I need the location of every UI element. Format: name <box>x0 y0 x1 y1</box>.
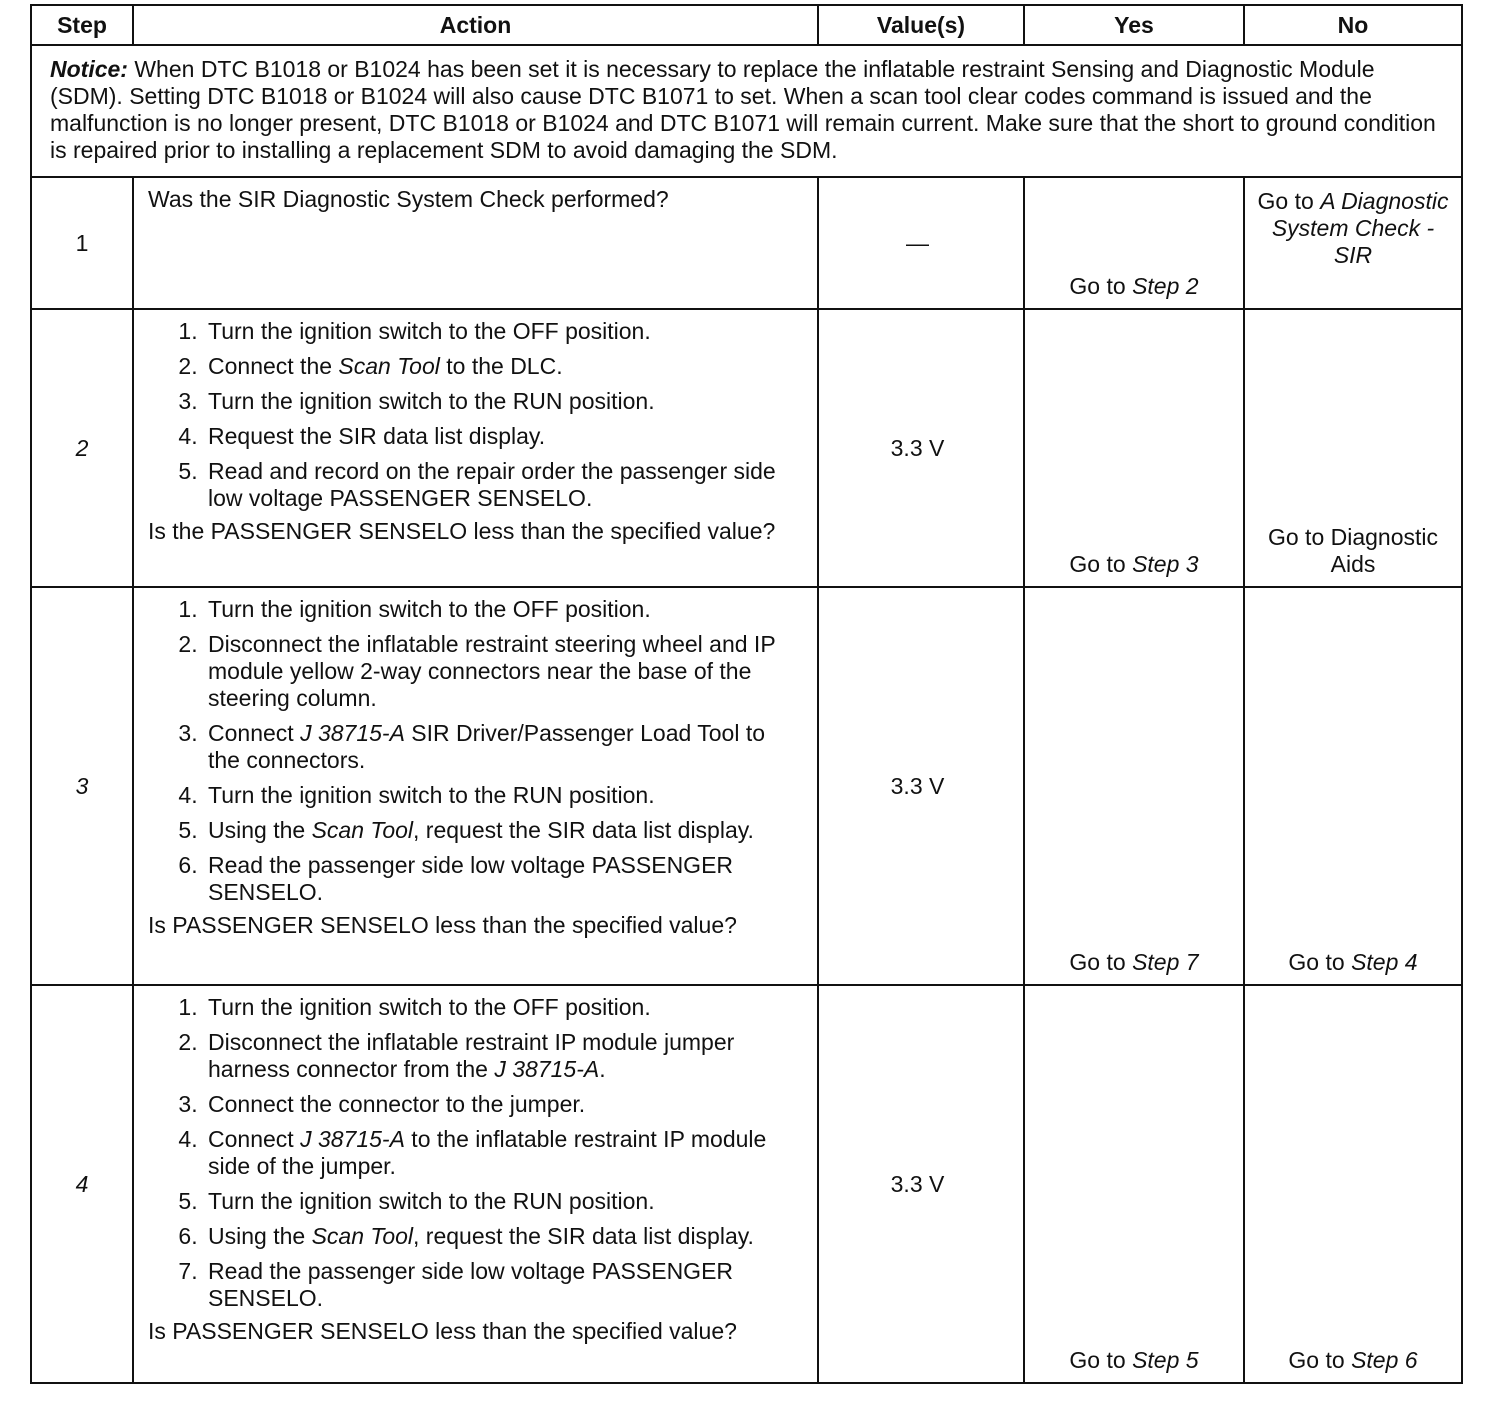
table-row <box>31 587 1462 985</box>
notice-cell <box>31 45 1462 177</box>
step-number: 2 <box>31 309 133 587</box>
no-prefix: Go to <box>1257 188 1314 214</box>
no-cell <box>1244 177 1462 309</box>
no-link[interactable]: Step 4 <box>1351 949 1418 975</box>
no-cell <box>1244 587 1462 985</box>
action-step: 6. Using the Scan Tool, request the SIR data list display. <box>204 1223 803 1250</box>
no-link[interactable]: Step 6 <box>1351 1347 1418 1373</box>
table-row <box>31 309 1462 587</box>
action-step: 3. Connect J 38715-A SIR Driver/Passenger Load Tool to the connectors. <box>204 720 803 774</box>
action-step: 5. Turn the ignition switch to the RUN position. <box>204 1188 803 1215</box>
step-number: 4 <box>31 985 133 1383</box>
tool-name: Scan Tool <box>311 1223 414 1249</box>
action-step: 5. Using the Scan Tool, request the SIR data list display. <box>204 817 803 844</box>
action-step: 1. Turn the ignition switch to the OFF position. <box>204 596 803 623</box>
tool-name: J 38715-A <box>300 720 405 746</box>
notice-text: When DTC B1018 or B1024 has been set it is necessary to replace the inflatable restraint Sensing and Diagnostic Module (SDM). Setting DTC B1018 or B1024 will also cause DTC B1071 to set. When a scan tool clear codes command is issued and the malfunction is no longer present, DTC B1018 or B1024 and DTC B1071 will remain current. Make sure that the short to ground condition is repaired prior to installing a replacement SDM to avoid damaging the SDM. <box>50 56 1436 163</box>
yes-link[interactable]: Step 7 <box>1132 949 1199 975</box>
tool-name: Scan Tool <box>311 817 414 843</box>
header-action: Action <box>133 5 818 45</box>
diagnostic-table <box>30 4 1463 1384</box>
value-cell: 3.3 V <box>818 985 1024 1383</box>
tool-name: Scan Tool <box>338 353 440 379</box>
step-number: 1 <box>31 177 133 309</box>
no-cell <box>1244 309 1462 587</box>
tool-name: J 38715-A <box>494 1056 600 1082</box>
yes-cell <box>1024 587 1244 985</box>
action-step: 6. Read the passenger side low voltage PASSENGER SENSELO. <box>204 852 803 906</box>
action-question: Is PASSENGER SENSELO less than the specified value? <box>148 912 737 938</box>
action-step: 2. Disconnect the inflatable restraint IP module jumper harness connector from the J 38715-A. <box>204 1029 803 1083</box>
value-dash: — <box>906 229 929 256</box>
yes-prefix: Go to <box>1069 273 1126 299</box>
no-prefix: Go to <box>1288 1347 1345 1373</box>
tool-name: J 38715-A <box>300 1126 405 1152</box>
header-step: Step <box>31 5 133 45</box>
yes-prefix: Go to <box>1069 1347 1126 1373</box>
header-yes: Yes <box>1024 5 1244 45</box>
notice-row <box>31 45 1462 177</box>
action-steps-list <box>148 318 803 512</box>
table-row <box>31 177 1462 309</box>
action-step: 5. Read and record on the repair order the passenger side low voltage PASSENGER SENSELO. <box>204 458 803 512</box>
header-row <box>31 5 1462 45</box>
action-cell <box>133 587 818 985</box>
yes-prefix: Go to <box>1069 551 1126 577</box>
header-no: No <box>1244 5 1462 45</box>
no-cell <box>1244 985 1462 1383</box>
action-step: 3. Turn the ignition switch to the RUN position. <box>204 388 803 415</box>
action-step: 4. Request the SIR data list display. <box>204 423 803 450</box>
yes-cell <box>1024 985 1244 1383</box>
notice-label: Notice: <box>50 56 128 82</box>
no-link[interactable]: A Diagnostic System Check - SIR <box>1271 188 1449 268</box>
yes-cell <box>1024 309 1244 587</box>
action-step: 3. Connect the connector to the jumper. <box>204 1091 803 1118</box>
no-link[interactable]: Go to Diagnostic Aids <box>1267 524 1439 577</box>
no-prefix: Go to <box>1288 949 1345 975</box>
action-step: 4. Connect J 38715-A to the inflatable restraint IP module side of the jumper. <box>204 1126 803 1180</box>
action-step: 1. Turn the ignition switch to the OFF position. <box>204 318 803 345</box>
step-number: 3 <box>31 587 133 985</box>
action-step: 2. Disconnect the inflatable restraint steering wheel and IP module yellow 2-way connectors near the base of the steering column. <box>204 631 803 712</box>
value-cell <box>818 177 1024 309</box>
header-values: Value(s) <box>818 5 1024 45</box>
action-cell <box>133 985 818 1383</box>
action-steps-list <box>148 596 803 906</box>
action-step: 7. Read the passenger side low voltage PASSENGER SENSELO. <box>204 1258 803 1312</box>
action-step: 4. Turn the ignition switch to the RUN position. <box>204 782 803 809</box>
value-cell: 3.3 V <box>818 587 1024 985</box>
yes-cell <box>1024 177 1244 309</box>
action-step: 1. Turn the ignition switch to the OFF position. <box>204 994 803 1021</box>
yes-prefix: Go to <box>1069 949 1126 975</box>
value-cell: 3.3 V <box>818 309 1024 587</box>
yes-link[interactable]: Step 3 <box>1132 551 1199 577</box>
yes-link[interactable]: Step 2 <box>1132 273 1199 299</box>
action-step: 2. Connect the Scan Tool to the DLC. <box>204 353 803 380</box>
action-cell <box>133 177 818 309</box>
action-cell <box>133 309 818 587</box>
yes-link[interactable]: Step 5 <box>1132 1347 1199 1373</box>
action-question: Is PASSENGER SENSELO less than the specified value? <box>148 1318 737 1344</box>
action-question: Was the SIR Diagnostic System Check performed? <box>148 186 669 212</box>
table-row <box>31 985 1462 1383</box>
action-question: Is the PASSENGER SENSELO less than the specified value? <box>148 518 776 544</box>
action-steps-list <box>148 994 803 1312</box>
